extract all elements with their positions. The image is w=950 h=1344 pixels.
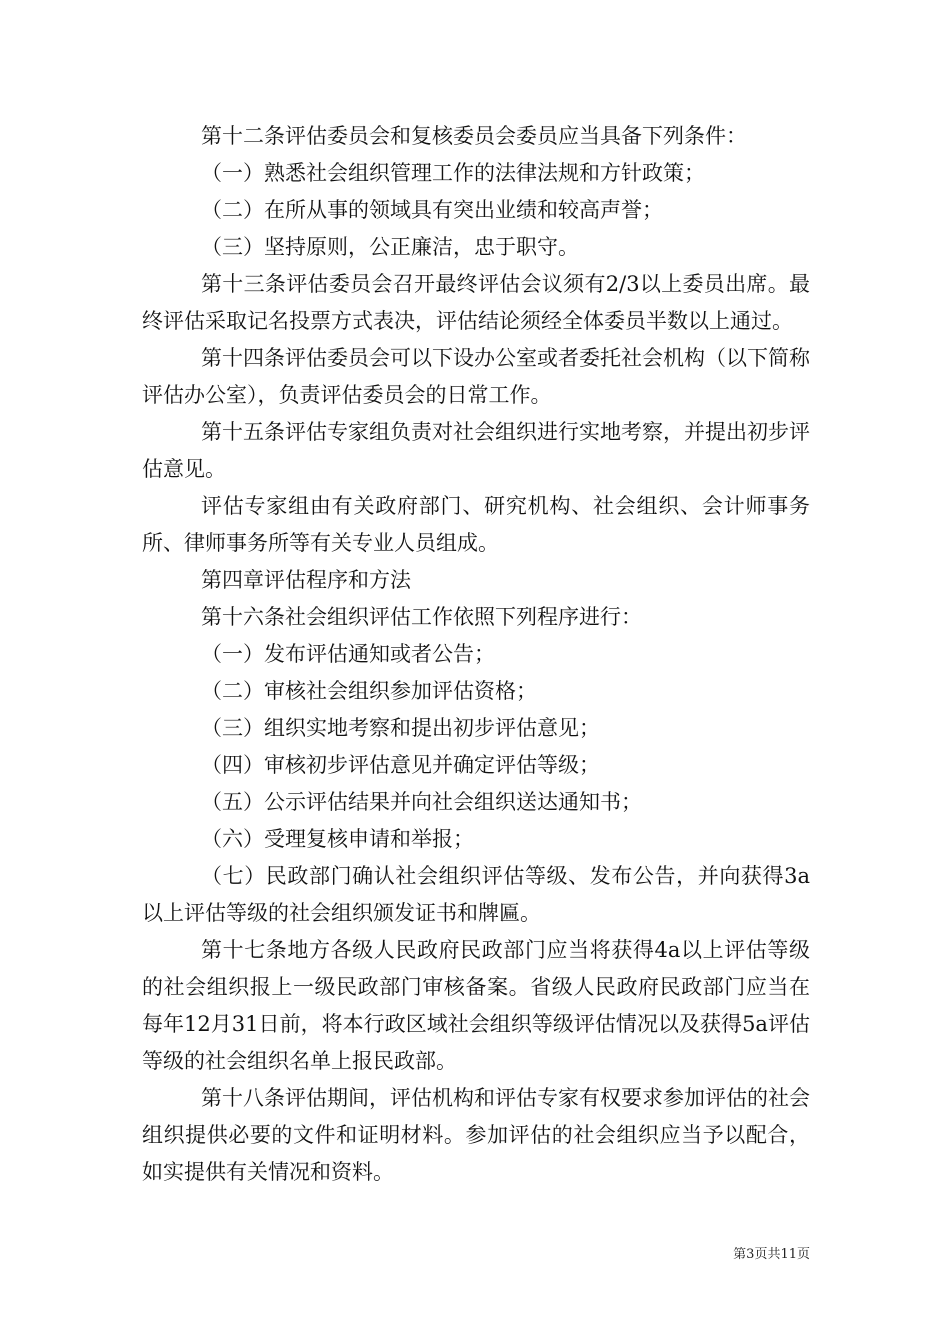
article-16: 第十六条社会组织评估工作依照下列程序进行： xyxy=(201,605,642,629)
article-16-item-7: （七）民政部门确认社会组织评估等级、发布公告，并向获得3a以上评估等级的社会组织颁发证书和牌匾。 xyxy=(142,864,810,925)
document-body xyxy=(142,118,810,1191)
article-18: 第十八条评估期间，评估机构和评估专家有权要求参加评估的社会组织提供必要的文件和证明材料。参加评估的社会组织应当予以配合，如实提供有关情况和资料。 xyxy=(142,1086,810,1184)
article-17: 第十七条地方各级人民政府民政部门应当将获得4a以上评估等级的社会组织报上一级民政部门审核备案。省级人民政府民政部门应当在每年12月31日前，将本行政区域社会组织等级评估情况以及获得5a评估等级的社会组织名单上报民政部。 xyxy=(142,938,810,1073)
article-16-item-5: （五）公示评估结果并向社会组织送达通知书； xyxy=(201,790,642,814)
article-16-item-4: （四）审核初步评估意见并确定评估等级； xyxy=(201,753,600,777)
page-number-footer: 第3页共11页 xyxy=(733,1247,810,1262)
article-12-item-1: （一）熟悉社会组织管理工作的法律法规和方针政策； xyxy=(201,161,705,185)
article-15-expert-group: 评估专家组由有关政府部门、研究机构、社会组织、会计师事务所、律师事务所等有关专业人员组成。 xyxy=(142,494,810,555)
article-12: 第十二条评估委员会和复核委员会委员应当具备下列条件： xyxy=(201,124,747,148)
chapter-4-heading: 第四章评估程序和方法 xyxy=(201,568,411,592)
article-16-item-3: （三）组织实地考察和提出初步评估意见； xyxy=(201,716,600,740)
article-15: 第十五条评估专家组负责对社会组织进行实地考察，并提出初步评估意见。 xyxy=(142,420,810,481)
article-16-item-2: （二）审核社会组织参加评估资格； xyxy=(201,679,537,703)
article-14: 第十四条评估委员会可以下设办公室或者委托社会机构（以下简称评估办公室），负责评估委员会的日常工作。 xyxy=(142,346,810,407)
article-13: 第十三条评估委员会召开最终评估会议须有2/3以上委员出席。最终评估采取记名投票方式表决，评估结论须经全体委员半数以上通过。 xyxy=(142,272,810,333)
article-12-item-3: （三）坚持原则，公正廉洁，忠于职守。 xyxy=(201,235,579,259)
article-12-item-2: （二）在所从事的领域具有突出业绩和较高声誉； xyxy=(201,198,663,222)
article-16-item-1: （一）发布评估通知或者公告； xyxy=(201,642,495,666)
article-16-item-6: （六）受理复核申请和举报； xyxy=(201,827,474,851)
